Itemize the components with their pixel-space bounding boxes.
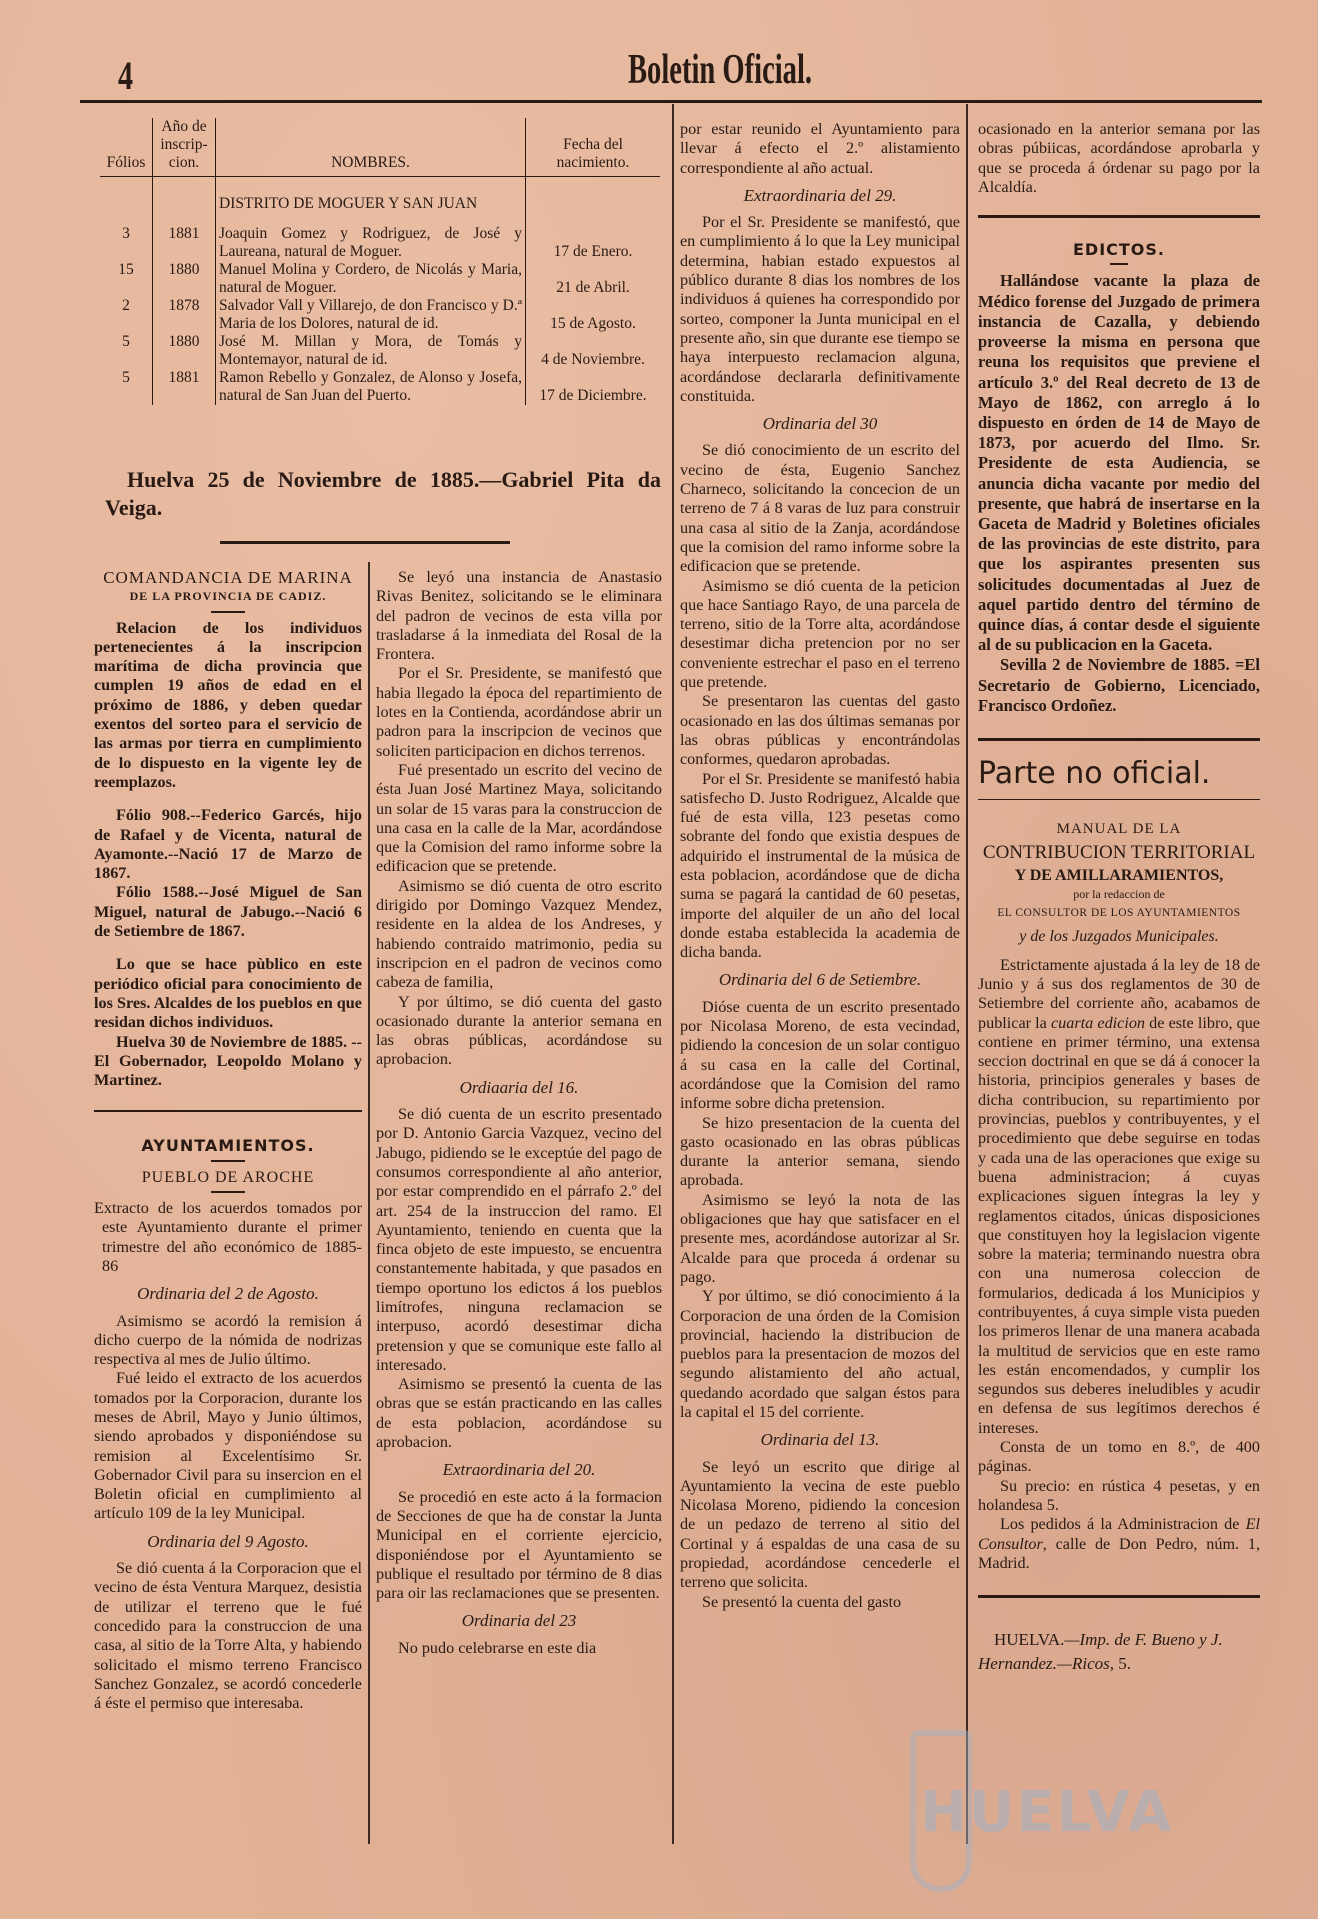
paragraph: Asimismo se presentó la cuenta de las obras que se están practicando en las calles de esta poblacion, acordándose su aprobacion. (376, 1375, 662, 1452)
section-rule (978, 738, 1260, 741)
divider-dash (211, 611, 245, 613)
ad-orders-end: , calle de Don Pedro, núm. 1, Madrid. (978, 1534, 1260, 1572)
header-rule (80, 100, 1262, 103)
register-table (100, 118, 660, 405)
marina-title: COMANDANCIA DE MARINA (103, 568, 353, 587)
section-rule (978, 799, 1260, 801)
year-cell: 1881 (153, 225, 216, 261)
paragraph: Se leyó una instancia de Anastasio Rivas Benitez, solicitando se le eliminara del padron de vecinos de esta villa por trasladarse á la inmediata del Rosal de la Frontera. (376, 568, 662, 664)
year-cell: 1880 (153, 261, 216, 297)
folio-cell: 3 (122, 225, 130, 242)
col-header-birthdate: Fecha del nacimiento. (526, 118, 661, 177)
column-divider (966, 104, 968, 1844)
ayuntamientos-title: AYUNTAMIENTOS. (141, 1136, 315, 1156)
session-heading: Extraordinaria del 29. (743, 185, 897, 205)
divider-dash (1110, 263, 1128, 265)
table-row (100, 261, 660, 297)
session-heading: Ordinaria del 30 (762, 414, 878, 434)
folio-entry: Fólio 908.--Federico Garcés, hijo de Rafael y de Vicenta, natural de Ayamonte.--Nació 17 de Marzo de 1867. (94, 806, 362, 883)
divider-dash (211, 1191, 245, 1193)
ad-text (978, 956, 1260, 1438)
paragraph: Se dió cuenta á la Corporacion que el vecino de ésta Ventura Marquez, desistia de utilizar el terreno que le fué concedido para la construccion de una casa, al sitio de la Torre Alta, y habiendo solicitado el mismo terreno Francisco Sanchez Gonzalez, se acordó concederle á éste el permiso que interesaba. (94, 1559, 362, 1713)
table-header-row (100, 118, 660, 177)
table-row (100, 369, 660, 405)
column-1 (94, 568, 362, 1713)
watermark-text: HUELVA (920, 1780, 1174, 1845)
name-cell: José M. Millan y Mora, de Tomás y Montemayor, natural de id. (216, 333, 526, 369)
date-cell: 15 de Agosto. (550, 315, 636, 332)
edictos-title: EDICTOS. (1072, 240, 1166, 260)
year-cell: 1880 (153, 333, 216, 369)
folio-entry: Fólio 1588.--José Miguel de San Miguel, natural de Jabugo.--Nació 6 de Setiembre de 1867. (94, 883, 362, 941)
session-heading: Ordiaaria del 16. (459, 1077, 579, 1097)
paragraph: Se procedió en este acto á la formacion de Secciones de que ha de constar la Junta Municipal en el corriente ejercicio, disponiéndose por el Ayuntamiento se publique el resultado por término de 8 dias para oir las reclamaciones que se presenten. (376, 1487, 662, 1603)
paragraph: Asimismo se acordó la remision á dicho cuerpo de la nómida de nodrizas respectiva al mes de Julio último. (94, 1311, 362, 1369)
folio-cell: 5 (122, 333, 130, 350)
section-rule (94, 1110, 362, 1112)
year-cell: 1878 (153, 297, 216, 333)
manual-title-1: MANUAL DE LA (1056, 821, 1182, 838)
ad-orders (978, 1515, 1260, 1573)
paragraph: Por el Sr. Presidente, se manifestó que habia llegado la época del repartimiento de lotes en la Contienda, acordándose abrir un padron para la inscripcion de vecinos que soliciten participacion en dichos terrenos. (376, 664, 662, 760)
table-row (100, 297, 660, 333)
paragraph: Se dió cuenta de un escrito presentado por D. Antonio Garcia Vazquez, vecino del Jabugo, pidiendo se le exceptúe del pago de consumos correspondiente al año anterior, por estar comprendido en el párrafo 2.º del art. 254 de la instruccion del ramo. El Ayuntamiento, teniendo en cuenta que la finca objeto de este impuesto, se encuentra constantemente habitada, y que pasados en tiempo oportuno los edictos á los pueblos limítrofes, ninguna reclamacion se interpuso, acordó desestimar dicha pretension y que se comunique este fallo al interesado. (376, 1105, 662, 1374)
name-cell: Joaquin Gomez y Rodriguez, de José y Laureana, natural de Moguer. (216, 225, 526, 261)
paragraph: Y por último, se dió conocimiento á la Corporacion de una órden de la Comision provincial, haciendo la distribucion de pueblos para la presentacion de mozos del segundo alistamiento del año actual, quedando acordado que salgan éstos para la capital el 15 del corriente. (680, 1287, 960, 1421)
paragraph: Se dió conocimiento de un escrito del vecino de ésta, Eugenio Sanchez Charneco, solicitando la concecion de un terreno de 7 á 8 varas de luz para construir una casa al sitio de la Zanja, acordándose que la comision del ramo informe sobre la edificacion que se pretende. (680, 441, 960, 576)
folio-cell: 2 (122, 297, 130, 314)
paragraph: Por el Sr. Presidente se manifestó, que en cumplimiento á lo que la Ley municipal determina, habian estado expuestos al público durante 8 dias los nombres de los individuos á quienes ha correspondido por sorteo, componer la Junta municipal en el presente año, sin que durante ese tiempo se haya interpuesto reclamacion alguna, acordándose declararla definitivamente constituida. (680, 213, 960, 405)
paragraph: Fué leido el extracto de los acuerdos tomados por la Corporacion, durante los meses de Abril, Mayo y Junio últimos, siendo aprobados y disponiéndose su remision al Excelentísimo Sr. Gobernador Civil para su insercion en el Boletin oficial en cumplimiento al artículo 109 de la ley Municipal. (94, 1369, 362, 1523)
marina-signature: Huelva 30 de Noviembre de 1885. --El Gobernador, Leopoldo Molano y Martinez. (94, 1032, 362, 1090)
section-rule (978, 215, 1260, 218)
session-heading: Ordinaria del 13. (760, 1430, 880, 1450)
masthead-title: Boletin Oficial. (628, 47, 813, 93)
col-header-names: NOMBRES. (216, 118, 526, 177)
session-heading: Ordinaria del 9 Agosto. (147, 1531, 309, 1551)
imprint-printer: —Imp. de F. Bueno y J. Hernandez.—Ricos, (978, 1630, 1223, 1674)
imprint-city: HUELVA. (994, 1630, 1065, 1650)
imprint (978, 1628, 1260, 1676)
edicto-text: Hallándose vacante la plaza de Médico forense del Juzgado de primera instancia de Cazalla, y debiendo proveerse la misma en persona que reuna los requisitos que previene el artículo 3.º del Real decreto de 13 de Mayo de 1862, con arreglo á lo dispuesto en órden de 14 de Mayo de 1873, por acuerdo del Ilmo. Sr. Presidente de esta Audiencia, se anuncia dicha vacante por medio del presente, que habrá de insertarse en la Gaceta de Madrid y Boletines oficiales de las provincias de este distrito, para que los aspirantes presenten sus solicitudes documentadas al Juez de aquel partido dentro del término de quince días, á contar desde el siguiente al de su publicacion en la Gaceta. (978, 271, 1260, 655)
manual-publisher-sub: y de los Juzgados Municipales. (1019, 927, 1219, 945)
table-signature-text: Huelva 25 de Noviembre de 1885.—Gabriel Pita da Veiga. (105, 467, 661, 520)
ad-consultor: El Consultor (978, 1515, 1260, 1553)
paragraph: Asimismo se dió cuenta de la peticion que hace Santiago Rayo, de una parcela de terreno, sitio de la Torre alta, acordándose desestimar dicha pretencion por no ser conveniente estrechar el paso en el terreno que pretende. (680, 576, 960, 692)
ad-volume: Consta de un tomo en 8.º, de 400 páginas. (978, 1438, 1260, 1476)
column-3 (680, 120, 960, 1612)
table-row (100, 225, 660, 261)
district-label: DISTRITO DE MOGUER Y SAN JUAN (216, 177, 526, 226)
ad-text-start: Estrictamente ajustada á la ley de 18 de Junio y á sus dos reglamentos de 30 de Setiembre del corriente año, acabamos de publicar la (978, 955, 1260, 1032)
paragraph: Por el Sr. Presidente se manifestó habia satisfecho D. Justo Rodriguez, Alcalde que fué de esta villa, 123 pesetas como sobrante del fondo que existia despues de adquirido el instrumental de la música de esta poblacion, acordándose que de dicha suma se pagará la cantidad de 60 pesetas, importe del alquiler de un año del local donde estaba establecida la academia de dicha banda. (680, 769, 960, 962)
manual-title-3: Y DE AMILLARAMIENTOS, (1014, 866, 1224, 884)
section-rule (220, 541, 510, 544)
name-cell: Manuel Molina y Cordero, de Nicolás y Maria, natural de Moguer. (216, 261, 526, 297)
date-cell: 21 de Abril. (556, 279, 630, 296)
paragraph: Se hizo presentacion de la cuenta del gasto ocasionado en las obras públicas durante la anterior semana, siendo aprobada. (680, 1113, 960, 1190)
marina-notice: Lo que se hace pùblico en este periódico oficial para conocimiento de los Sres. Alcaldes de los pueblos en que residan dichos individuos. (94, 955, 362, 1032)
session-heading: Ordinaria del 6 de Setiembre. (718, 970, 922, 990)
year-cell: 1881 (153, 369, 216, 405)
ad-price: Su precio: en rústica 4 pesetas, y en holandesa 5. (978, 1476, 1260, 1514)
edicto-signature: Sevilla 2 de Noviembre de 1885. =El Secretario de Gobierno, Licenciado, Francisco Ordoñez. (978, 655, 1260, 715)
column-4 (978, 120, 1260, 1676)
date-cell: 17 de Enero. (553, 243, 633, 260)
column-divider (672, 104, 674, 1844)
paragraph: Se presentó la cuenta del gasto (702, 1592, 902, 1611)
manual-title-2: CONTRIBUCION TERRITORIAL (982, 841, 1256, 863)
folio-cell: 5 (122, 369, 130, 386)
paragraph: Dióse cuenta de un escrito presentado por Nicolasa Moreno, de esta vecindad, pidiendo la concesion de un solar contiguo á su casa en la calle del Cortinal, acordándose que la Comision del ramo informe sobre dicha pretension. (680, 997, 960, 1113)
district-row (100, 177, 660, 226)
col-header-year: Año de inscrip-cion. (153, 118, 216, 177)
paragraph: Asimismo se leyó la nota de las obligaciones que hay que satisfacer en el presente mes, acordándose autorizar al Sr. Alcalde para que proceda á ordenar su pago. (680, 1190, 960, 1286)
paragraph: No pudo celebrarse en este dia (398, 1638, 597, 1657)
ad-text-end: de este libro, que contiene en primer término, una extensa seccion doctrinal en que se dá á conocer la historia, principios generales y bases de dicha contribucion, su repartimiento por provincias, pueblos y contribuyentes, y el procedimiento que debe seguirse en todas y cada una de las operaciones que exige su buena administracion; á cuyas explicaciones siguen íntegras la ley y reglamentos citados, únicas disposiciones que constituyen hoy la legislacion vigente sobre la materia; terminando nuestra obra con una numerosa coleccion de formularios, dedicada á los Municipios y contribuyentes, á cuya simple vista pueden los primeros llenar de una manera acabada la multitud de servicios que en este ramo les están encomendados, y cumplir los segundos sus deberes ineludibles y acudir en defensa de sus legítimos derechos é intereses. (978, 1013, 1260, 1437)
ad-edition: cuarta edicion (1050, 1013, 1146, 1032)
paragraph: Se presentaron las cuentas del gasto ocasionado en las dos últimas semanas por las obras públicas y encontrándolas conformes, quedaron aprobadas. (680, 692, 960, 769)
parte-no-oficial-title: Parte no oficial. (978, 755, 1211, 791)
col-header-folios: Fólios (100, 118, 153, 177)
manual-publisher: EL CONSULTOR DE LOS AYUNTAMIENTOS (997, 907, 1241, 920)
table-row (100, 333, 660, 369)
table-signature (105, 466, 661, 522)
ad-orders-start: Los pedidos á la Administracion de (1000, 1515, 1246, 1534)
paragraph: Y por último, se dió cuenta del gasto ocasionado durante la anterior semana en las obras públicas, acordándose su aprobacion. (376, 992, 662, 1069)
page-number: 4 (118, 53, 133, 98)
column-2 (376, 568, 662, 1658)
pueblo-title: PUEBLO DE AROCHE (141, 1168, 315, 1186)
session-heading: Extraordinaria del 20. (442, 1460, 596, 1480)
divider-dash (211, 1160, 245, 1162)
marina-subtitle: DE LA PROVINCIA DE CADIZ. (129, 589, 327, 604)
marina-intro: Relacion de los individuos pertenecientes á la inscripcion marítima de dicha provincia que cumplen 19 años de edad en el próximo de 1886, y deben quedar exentos del sorteo para el servicio de las armas por tierra en cumplimiento de lo dispuesto en la vigente ley de reemplazos. (94, 618, 362, 791)
name-cell: Salvador Vall y Villarejo, de don Francisco y D.ª Maria de los Dolores, natural de id. (216, 297, 526, 333)
date-cell: 17 de Diciembre. (539, 387, 647, 404)
paragraph: ocasionado en la anterior semana por las obras púbiicas, acordándose aprobarla y que se proceda á órdenar su pago por la Alcaldía. (978, 120, 1260, 196)
section-rule (978, 1595, 1260, 1598)
paragraph: por estar reunido el Ayuntamiento para llevar á efecto el 2.º alistamiento correspondiente al año actual. (680, 120, 960, 177)
name-cell: Ramon Rebello y Gonzalez, de Alonso y Josefa, natural de San Juan del Puerto. (216, 369, 526, 405)
column-divider (368, 562, 370, 1844)
session-heading: Ordinaria del 23 (461, 1611, 577, 1631)
date-cell: 4 de Noviembre. (541, 351, 645, 368)
paragraph: Fué presentado un escrito del vecino de ésta Juan José Martinez Maya, solicitando un solar de 15 varas para la construccion de una casa en la calle de la Mar, acordándose que la Comision del ramo informe sobre la edificacion que se pretende. (376, 760, 662, 876)
folio-cell: 15 (118, 261, 134, 278)
paragraph: Se leyó un escrito que dirige al Ayuntamiento la vecina de este pueblo Nicolasa Moreno, pidiendo la concesion de un pedazo de terreno al sitio del Cortinal y á espaldas de una casa de su propiedad, acordándose cencederle el terreno que solicita. (680, 1457, 960, 1592)
session-heading: Ordinaria del 2 de Agosto. (137, 1284, 319, 1304)
extracto-text: Extracto de los acuerdos tomados por este Ayuntamiento durante el primer trimestre del año económico de 1885-86 (94, 1199, 362, 1275)
paragraph: Asimismo se dió cuenta de otro escrito dirigido por Domingo Vazquez Mendez, residente en la aldea de los Andreses, y habiendo contraido matrimonio, pedia su inscripcion en el padron de vecinos como cabeza de familia, (376, 876, 662, 992)
manual-by: por la redaccion de (1073, 887, 1165, 902)
imprint-number: 5. (1113, 1654, 1131, 1674)
